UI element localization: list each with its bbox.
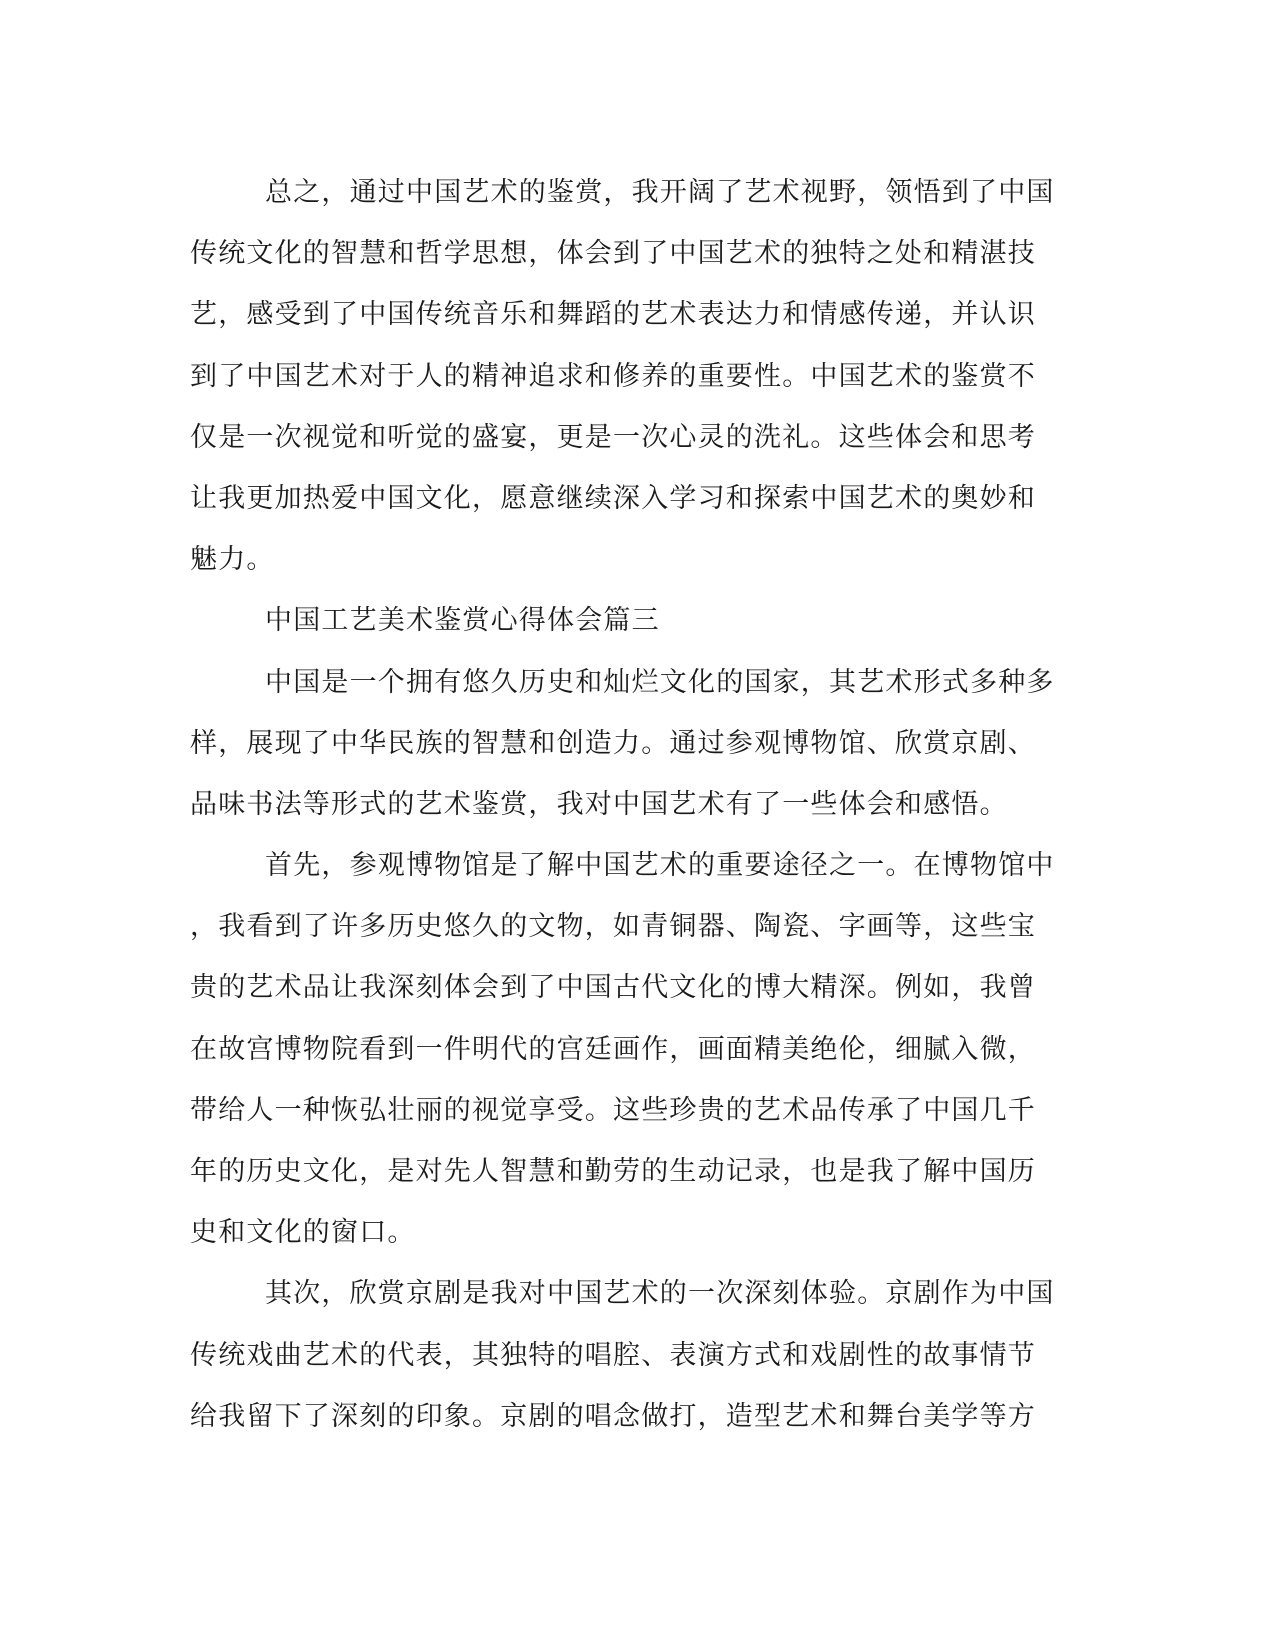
document-body	[190, 162, 1070, 1447]
text-line: 首先，参观博物馆是了解中国艺术的重要途径之一。在博物馆中	[265, 850, 1055, 882]
text-line: 年的历史文化，是对先人智慧和勤劳的生动记录，也是我了解中国历	[190, 1156, 1036, 1187]
heading-text: 中国工艺美术鉴赏心得体会篇三	[265, 605, 660, 637]
text-line: 传统戏曲艺术的代表，其独特的唱腔、表演方式和戏剧性的故事情节	[190, 1339, 1036, 1371]
text-line: 品味书法等形式的艺术鉴赏，我对中国艺术有了一些体会和感悟。	[190, 788, 1008, 820]
text-line: 史和文化的窗口。	[190, 1217, 416, 1249]
paragraph-intro	[190, 652, 1070, 836]
text-line: 贵的艺术品让我深刻体会到了中国古代文化的博大精深。例如，我曾	[190, 972, 1036, 1004]
text-line: 艺，感受到了中国传统音乐和舞蹈的艺术表达力和情感传递，并认识	[190, 299, 1036, 331]
text-line: 仅是一次视觉和听觉的盛宴，更是一次心灵的洗礼。这些体会和思考	[190, 421, 1036, 453]
text-line: 传统文化的智慧和哲学思想，体会到了中国艺术的独特之处和精湛技	[190, 238, 1036, 270]
section-heading	[190, 590, 1070, 651]
text-line: 其次，欣赏京剧是我对中国艺术的一次深刻体验。京剧作为中国	[265, 1278, 1055, 1310]
text-line: 给我留下了深刻的印象。京剧的唱念做打，造型艺术和舞台美学等方	[190, 1400, 1036, 1432]
text-line: 魅力。	[190, 544, 275, 576]
text-line: 在故宫博物院看到一件明代的宫廷画作，画面精美绝伦，细腻入微，	[190, 1033, 1036, 1065]
text-line: 中国是一个拥有悠久历史和灿烂文化的国家，其艺术形式多种多	[265, 666, 1055, 698]
text-line: 样，展现了中华民族的智慧和创造力。通过参观博物馆、欣赏京剧、	[190, 727, 1036, 759]
paragraph-peking-opera	[190, 1263, 1070, 1447]
paragraph-museum	[190, 835, 1070, 1263]
paragraph-conclusion	[190, 162, 1070, 590]
text-line: 让我更加热爱中国文化，愿意继续深入学习和探索中国艺术的奥妙和	[190, 482, 1036, 514]
text-line: ，我看到了许多历史悠久的文物，如青铜器、陶瓷、字画等，这些宝	[190, 911, 1036, 943]
text-line: 带给人一种恢弘壮丽的视觉享受。这些珍贵的艺术品传承了中国几千	[190, 1094, 1036, 1126]
text-line: 总之，通过中国艺术的鉴赏，我开阔了艺术视野，领悟到了中国	[265, 177, 1055, 208]
text-line: 到了中国艺术对于人的精神追求和修养的重要性。中国艺术的鉴赏不	[190, 360, 1036, 392]
